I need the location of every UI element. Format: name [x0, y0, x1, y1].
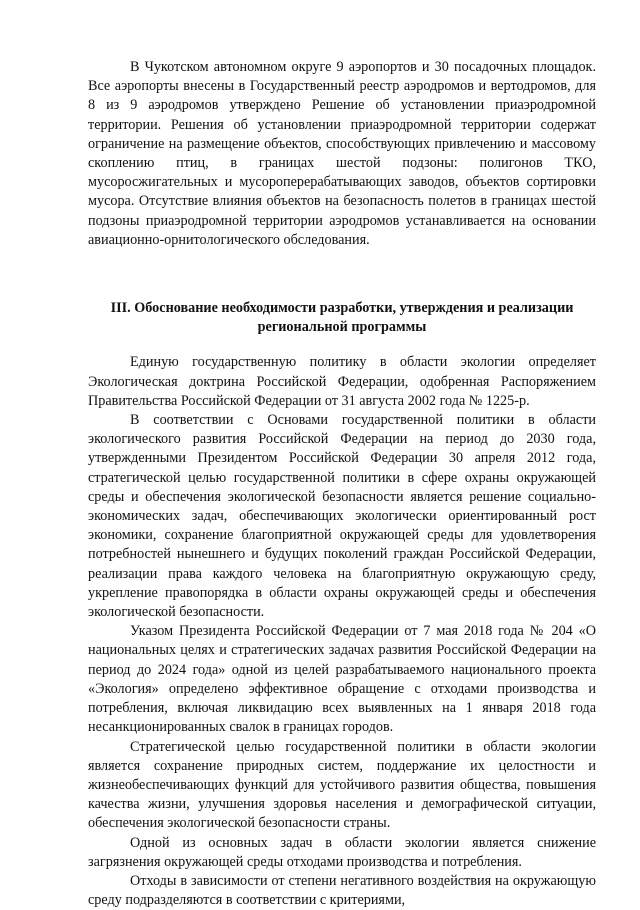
paragraph-state-policy-basics: В соответствии с Основами государственной политики в области экологического развития Российской Федерации на период до 2030 года, утвержденными Президентом Российской Федерации 30 апреля 2012 года, стратегической целью государственной политики в сфере охраны окружающей среды и обеспечения экологической безопасности является решение социально-экономических задач, обеспечивающих экологически ориентированный рост экономики, сохранение благоприятной окружающей среды для удовлетворения потребностей нынешнего и будущих поколений граждан Российской Федерации, реализации права каждого человека на благоприятную окружающую среду, укрепление правопорядка в области охраны окружающей среды и обеспечения экологической безопасности.: [88, 412, 596, 621]
paragraph-strategic-goal: Стратегической целью государственной политики в области экологии является сохранение природных систем, поддержание их целостности и жизнеобеспечивающих функций для устойчивого развития общества, повышения качества жизни, улучшения здоровья населения и демографической ситуации, обеспечения экологической безопасности страны.: [88, 738, 596, 832]
document-page: [88, 58, 596, 910]
paragraph-main-task: Одной из основных задач в области экологии является снижение загрязнения окружающей среды отходами производства и потребления.: [88, 834, 596, 870]
paragraph-ecological-doctrine: Единую государственную политику в области экологии определяет Экологическая доктрина Российской Федерации, одобренная Распоряжением Правительства Российской Федерации от 31 августа 2002 года № 1225-р.: [88, 354, 596, 409]
paragraph-waste-classification: Отходы в зависимости от степени негативного воздействия на окружающую среду подразделяются в соответствии с критериями,: [88, 872, 596, 909]
section-title: III. Обоснование необходимости разработки, утверждения и реализации региональной программы: [110, 300, 574, 336]
paragraph-presidential-decree: Указом Президента Российской Федерации от 7 мая 2018 года № 204 «О национальных целях и стратегических задачах развития Российской Федерации на период до 2024 года» одной из целей разрабатываемого национального проекта «Экология» определено эффективное обращение с отходами производства и потребления, включая ликвидацию всех выявленных на 1 января 2018 года несанкционированных свалок в границах городов.: [88, 623, 596, 736]
paragraph-airports: В Чукотском автономном округе 9 аэропортов и 30 посадочных площадок. Все аэропорты внесены в Государственный реестр аэродромов и вертодромов, для 8 из 9 аэродромов утверждено Решение об установлении приаэродромной территории. Решения об установлении приаэродромной территории содержат ограничение на размещение объектов, способствующих привлечению и массовому скоплению птиц, в границах шестой подзоны: полигонов ТКО, мусоросжигательных и мусороперерабатывающих заводов, объектов сортировки мусора. Отсутствие влияния объектов на безопасность полетов в границах шестой подзоны приаэродромной территории аэродромов устанавливается на основании авиационно-орнитологического обследования.: [88, 59, 596, 248]
